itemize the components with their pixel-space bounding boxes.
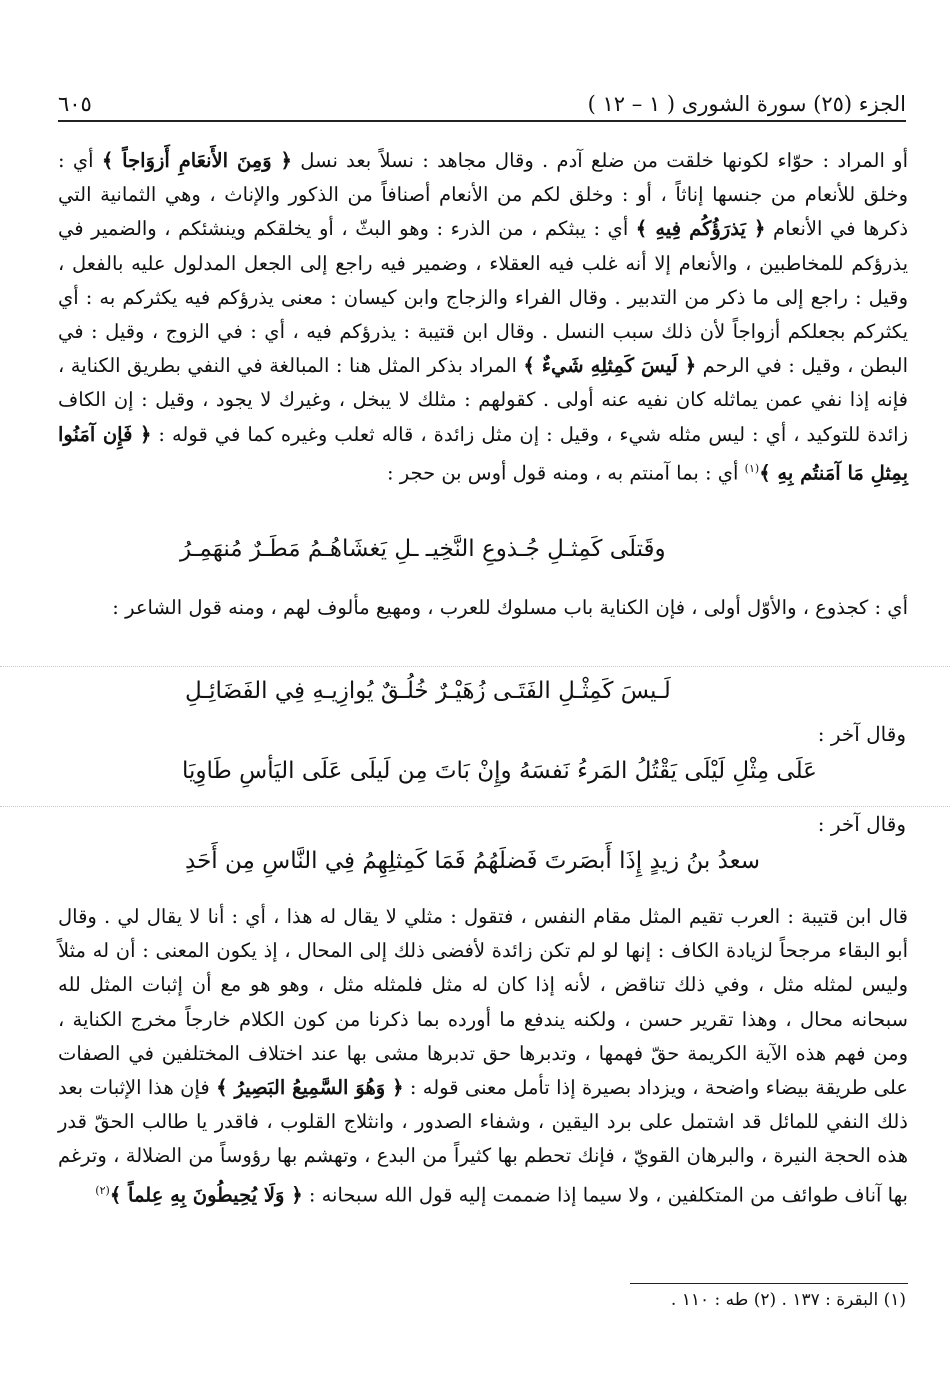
scan-dotted-line: [0, 666, 950, 667]
p1-text-1: أو المراد : حوّاء لكونها خلقت من ضلع آدم . وقال مجاهد : نسلاً بعد نسل: [300, 149, 909, 172]
footnote-reference: (١): [744, 461, 760, 475]
page-number: ٦٠٥: [58, 92, 92, 116]
p3-text-1: قال ابن قتيبة : العرب تقيم المثل مقام النفس ، فتقول : مثلي لا يقال له هذا ، أي : أنا لا يقال لي . وقال أبو البقاء مرجحاً لزيادة الكاف : إنها لو لم تكن زائدة لأفضى ذلك إلى المحال ، إذ يكون المعنى : أن له مثلاً وليس لمثله مثل ، وفي ذلك تناقض ، لأنه إذا كان له مثل فلمثله مثل ، وهو هو مع أن إثبات المثل لله سبحانه محال ، وهذا تقرير حسن ، ولكنه يندفع ما أورده بما ذكرنا من كون الكلام خارجاً مخرج الكناية ، ومن فهم هذه الآية الكريمة حقّ فهمها ، وتدبرها حق تدبرها مشى بها عند اختلاف المختلفين في الصفات على طريقة بيضاء واضحة ، ويزداد بصيرة إذا تأمل معنى قوله :: [58, 905, 909, 1100]
p1-text-2: أي : وخلق للأنعام من جنسها إناثاً ، أو : وخلق لكم من الأنعام أصنافاً من الذكور والإناث ، وهي الثمانية التي ذكرها في الأنعام: [58, 149, 909, 241]
footnote-reference: (٢): [95, 1183, 110, 1197]
quran-quote: ﴿ يَذرَؤُكُم فِيهِ ﴾: [635, 217, 766, 241]
header-rule: [58, 120, 906, 122]
footnote-rule: [630, 1283, 908, 1284]
page-header: [58, 86, 906, 122]
body-paragraph-2: أي : كجذوع ، والأوّل أولى ، فإن الكناية باب مسلوك للعرب ، ومهيع مألوف لهم ، ومنه قول الشاعر :: [112, 596, 908, 619]
poetry-verse-3: عَلَى مِثْلِ لَيْلَى يَقْتُلُ المَرءُ نَفسَهُ وإِنْ بَاتَ مِن لَيلَى عَلَى اليَأسِ طَاوِيَا: [182, 758, 817, 784]
p1-text-4: المراد بذكر المثل هنا : المبالغة في النفي بطريق الكناية ، فإنه إذا نفي عمن يماثله كان نفيه عنه أولى . كقولهم : مثلك لا يبخل ، وغيرك لا يجود ، وقيل : إن الكاف زائدة للتوكيد ، أي : ليس مثله شيء ، وقيل : إن مثل زائدة ، قاله ثعلب وغيره كما في قوله :: [58, 354, 909, 446]
quran-quote: ﴿ وَلَا يُحِيطُونَ بِهِ عِلماً ﴾: [109, 1183, 303, 1207]
quran-quote: ﴿ وَهُوَ السَّمِيعُ البَصِيرُ ﴾: [216, 1076, 404, 1100]
scan-dotted-line: [0, 806, 950, 807]
p1-text-3: أي : يبثكم ، من الذرء : وهو البثّ ، أو يخلقكم وينشئكم ، والضمير في يذرؤكم للمخاطبين ، والأنعام إلا أنه غلب فيه العقلاء ، وضمير فيه راجع إلى الجعل المدلول عليه بالفعل ، وقيل : راجع إلى ما ذكر من التدبير . وقال الفراء والزجاج وابن كيسان : معنى يذرؤكم فيه يكثركم به : أي يكثركم بجعلكم أزواجاً لأن ذلك سبب النسل . وقال ابن قتيبة : يذرؤكم فيه ، أي : في الزوج ، وقيل : في البطن ، وقيل : في الرحم: [58, 217, 909, 378]
p3-text-2: فإن هذا الإثبات بعد ذلك النفي للمائل قد اشتمل على برد اليقين ، وشفاء الصدور ، وانثلاج القلوب ، فاقدر يا طالب الحقّ قدر هذه الحجة النيرة ، والبرهان القويّ ، فإنك تحطم بها كثيراً من البدع ، وتهشم بها رؤوساً من الضلالة ، وترغم بها آناف طوائف من المتكلفين ، ولا سيما إذا ضممت إليه قول الله سبحانه :: [58, 1076, 908, 1207]
poetry-verse-2: لَـيسَ كَمِثْـلِ الفَتَـى زُهَيْـرٌ خُلُـقٌ يُوازِيـهِ فِي الفَضَائِـلِ: [185, 678, 671, 704]
body-paragraph-3: [58, 900, 908, 1212]
poetry-verse-4: سعدُ بنُ زيدٍ إِذَا أَبصَرتَ فَضلَهُمُ فَمَا كَمِثلِهِمُ فِي النَّاسِ مِن أَحَدِ: [185, 848, 761, 874]
body-paragraph-1: [58, 144, 908, 491]
running-title: الجزء (٢٥) سورة الشورى ( ١ – ١٢ ): [587, 92, 906, 116]
footnote: (١) البقرة : ١٣٧ . (٢) طه : ١١٠ .: [670, 1290, 906, 1310]
poetry-verse-1: وقَتلَى كَمِثـلِ جُـذوعِ النَّخِيـ ـلِ يَغشَاهُـمُ مَطَـرٌ مُنهَمِـرُ: [180, 536, 666, 562]
speaker-label: وقال آخر :: [817, 812, 906, 836]
quran-quote: ﴿ وَمِنَ الأَنعَامِ أَزوَاجاً ﴾: [101, 149, 292, 172]
quran-quote: ﴿ لَيسَ كَمِثلِهِ شَيءٌ ﴾: [523, 354, 697, 378]
speaker-label: وقال آخر :: [817, 722, 906, 746]
p1-text-5: أي : بما آمنتم به ، ومنه قول أوس بن حجر :: [386, 461, 739, 485]
quran-quote: ﴿ فَإِن آمَنُوا بِمِثلِ مَا آمَنتُم بِهِ ﴾: [58, 422, 908, 485]
